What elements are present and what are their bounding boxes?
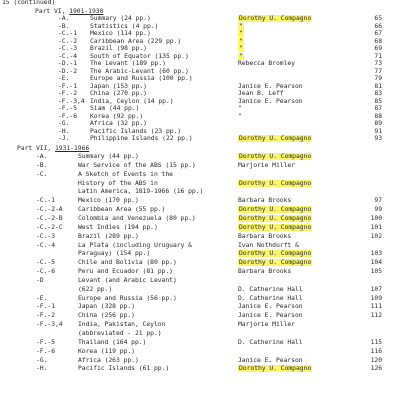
page-number: 83	[374, 89, 382, 97]
entry-title: Pacific Islands (23 pp.)	[90, 126, 182, 135]
page-number: 115	[370, 337, 382, 346]
entry-title: Philippine Islands (22 pp.)	[90, 134, 193, 142]
entry-code: -F.-3,4	[36, 320, 63, 329]
page-number: 109	[370, 293, 382, 302]
entry-title: Levant (and Arabic Levant)	[78, 275, 177, 284]
entry-title: Chile and Bolivia (80 pp.)	[78, 258, 177, 267]
entry-title: Europe and Russia (100 pp.)	[90, 74, 193, 82]
entry-title: (622 pp.)	[78, 284, 113, 293]
entry-code: -B.	[58, 21, 70, 30]
entry-code: -F.-6	[58, 111, 77, 120]
entry-title: Siam (44 pp.)	[90, 104, 140, 112]
page-number: 71	[374, 51, 382, 60]
page-number: 73	[374, 59, 382, 67]
part-vii-heading-range: 1931-1966	[54, 144, 90, 152]
page-number: 69	[374, 44, 382, 52]
entry-code: -C.-4	[36, 240, 55, 249]
entry-title: The Levant (189 pp.)	[90, 59, 166, 67]
entry-title: Summary (24 pp.)	[90, 14, 151, 22]
entry-code: -F.-1	[36, 302, 55, 311]
entry-title: The Arabic-Levant (60 pp.)	[90, 66, 189, 75]
page-number: 85	[374, 96, 382, 105]
entry-title: Summary (44 pp.)	[78, 152, 139, 160]
entry-author: Jean B. Leff	[238, 89, 284, 97]
entry-code: -F.-5	[58, 104, 77, 112]
entry-code: -C.-2-C	[36, 222, 63, 231]
entry-title: Paraguay) (154 pp.)	[78, 249, 151, 258]
entry-title: India, Pakistan, Ceylon	[78, 320, 166, 329]
entry-title: Brazil (98 pp.)	[90, 44, 147, 52]
entry-author: Marjorie Miller	[238, 160, 295, 169]
part-vi-heading-prefix: Part VI,	[35, 7, 70, 15]
entry-author: Rebecca Bromley	[238, 59, 295, 67]
entry-code: -D.-1	[58, 59, 77, 67]
page-number: 111	[370, 302, 382, 311]
entry-title: Japan (153 pp.)	[90, 81, 147, 90]
entry-title: Japan (328 pp.)	[78, 302, 135, 311]
entry-author: "	[239, 44, 243, 52]
page-number: 93	[374, 134, 382, 142]
entry-author: Barbara Brooks	[238, 196, 292, 205]
entry-code: -C.	[36, 169, 48, 178]
entry-author: Dorothy U. Compagno	[239, 222, 312, 231]
page-number: 107	[370, 284, 382, 293]
entry-author: Ivan Nothdurft &	[238, 240, 299, 249]
entry-author: D. Catherine Hall	[238, 284, 303, 293]
entry-code: -A.	[58, 14, 70, 22]
page-number: 116	[370, 346, 382, 355]
entry-author: "	[238, 104, 242, 112]
entry-code: -C.-5	[36, 258, 55, 267]
entry-title: Korea (92 pp.)	[90, 111, 144, 120]
entry-code: -C.-1	[58, 29, 77, 37]
entry-title: War Service of the ABS (15 pp.)	[78, 160, 196, 169]
page-number: 77	[374, 66, 382, 75]
entry-code: -D.-2	[58, 66, 77, 75]
entry-title: Europe and Russia (56 pp.)	[78, 293, 177, 302]
entry-author: "	[239, 29, 243, 37]
entry-author: "	[239, 51, 243, 60]
entry-title: Pacific Islands (61 pp.)	[78, 364, 170, 373]
page-number: 103	[370, 249, 382, 258]
entry-title: South of Equator (135 pp.)	[90, 51, 189, 60]
page-number: 89	[374, 119, 382, 127]
entry-author: "	[239, 21, 243, 30]
entry-title: China (256 pp.)	[78, 311, 135, 320]
entry-author: Dorothy U. Compagno	[239, 152, 312, 160]
entry-title: Statistics (4 pp.)	[90, 21, 159, 30]
entry-code: -C.-6	[36, 267, 55, 276]
entry-author: Dorothy U. Compagno	[239, 249, 312, 258]
entry-title: Thailand (164 pp.)	[78, 337, 147, 346]
page-number: 68	[374, 36, 382, 45]
entry-author: "	[238, 111, 242, 120]
page-number: 120	[370, 355, 382, 364]
entry-code: -A.	[36, 152, 48, 160]
entry-code: -F.-3,4	[58, 96, 85, 105]
entry-title: Africa (263 pp.)	[78, 355, 139, 364]
page-number: 66	[374, 21, 382, 30]
entry-code: -H.	[36, 364, 48, 373]
entry-author: Janice E. Pearson	[238, 311, 303, 320]
entry-code: -C.-3	[36, 231, 55, 240]
entry-author: "	[239, 36, 243, 45]
page-number: 97	[374, 196, 382, 205]
entry-title: A Sketch of Events in the	[78, 169, 173, 178]
entry-code: -C.-2-B	[36, 213, 63, 222]
entry-code: -C.-2-A	[36, 205, 63, 214]
entry-title: West Indies (194 pp.)	[78, 222, 158, 231]
entry-code: -C.-2	[58, 36, 77, 45]
entry-code: -G.	[58, 119, 70, 127]
page-number: 126	[370, 364, 382, 373]
entry-author: D. Catherine Hall	[238, 293, 303, 302]
entry-author: Janice E. Pearson	[238, 355, 303, 364]
entry-title: Africa (32 pp.)	[90, 119, 147, 127]
page-number: 112	[370, 311, 382, 320]
entry-code: -C.-4	[58, 51, 77, 60]
entry-title: (abbreviated - 21 pp.)	[78, 329, 162, 337]
entry-code: -E.	[58, 74, 70, 82]
entry-title: Mexico (114 pp.)	[90, 29, 151, 37]
page-number: 65	[374, 14, 382, 22]
entry-code: -F.-5	[36, 337, 55, 346]
entry-code: -F.-2	[36, 311, 55, 320]
entry-code: -B.	[36, 160, 48, 169]
page-number: 79	[374, 74, 382, 82]
entry-title: Korea (119 pp.)	[78, 346, 135, 355]
page-number: 104	[370, 258, 382, 267]
entry-code: -H.	[58, 126, 70, 135]
entry-title: China (270 pp.)	[90, 89, 147, 97]
entry-author: Dorothy U. Compagno	[239, 205, 312, 214]
entry-author: Dorothy U. Compagno	[239, 178, 312, 187]
continued-header: 15 (continued)	[2, 0, 56, 6]
page-number: 101	[370, 222, 382, 231]
entry-title: La Plata (including Uruguary &	[78, 240, 192, 249]
entry-code: -G.	[36, 355, 48, 364]
entry-code: -J.	[58, 134, 70, 142]
entry-author: Dorothy U. Compagno	[239, 364, 312, 373]
page-number: 99	[374, 205, 382, 214]
entry-title: History of the ABS in	[78, 178, 158, 187]
entry-code: -C.-1	[36, 196, 55, 205]
entry-code: -F.-1	[58, 81, 77, 90]
entry-code: -D	[36, 275, 44, 284]
entry-title: Mexico (170 pp.)	[78, 196, 139, 205]
part-vi-heading-range: 1901-1930	[69, 7, 104, 15]
page-number: 91	[374, 126, 382, 135]
page-number: 67	[374, 29, 382, 37]
entry-author: Dorothy U. Compagno	[239, 134, 312, 142]
page-number: 102	[370, 231, 382, 240]
entry-title: Colombia and Venezuela (80 pp.)	[78, 213, 196, 222]
entry-title: India, Ceylon (14 pp.)	[90, 96, 174, 105]
entry-title: Caribbean Area (229 pp.)	[90, 36, 182, 45]
entry-code: -F.-6	[36, 346, 55, 355]
entry-author: Dorothy U. Compagno	[239, 213, 312, 222]
entry-author: Janice E. Pearson	[238, 81, 303, 90]
entry-author: Dorothy U. Compagno	[239, 14, 312, 22]
page-number: 81	[374, 81, 382, 90]
entry-author: Janice E. Pearson	[238, 96, 303, 105]
part-vii-heading-prefix: Part VII,	[17, 144, 55, 152]
page-number: 87	[374, 104, 382, 112]
entry-code: -C.-3	[58, 44, 77, 52]
entry-author: D. Catherine Hall	[238, 337, 303, 346]
entry-author: Marjorie Miller	[238, 320, 295, 329]
entry-author: Dorothy U. Compagno	[239, 258, 312, 267]
page-number: 105	[370, 267, 382, 276]
entry-title: Latin America, 1819-1966 (16 pp.)	[78, 187, 204, 196]
entry-code: -F.-2	[58, 89, 77, 97]
page-number: 100	[370, 213, 382, 222]
entry-title: Brazil (289 pp.)	[78, 231, 139, 240]
entry-author: Barbara Brooks	[238, 267, 292, 276]
entry-author: Barbara Brooks	[238, 231, 292, 240]
entry-code: -E.	[36, 293, 48, 302]
entry-author: Janice E. Pearson	[238, 302, 303, 311]
entry-title: Caribbean Area (55 pp.)	[78, 205, 166, 214]
page-number: 88	[374, 111, 382, 120]
entry-title: Peru and Ecuador (81 pp.)	[78, 267, 173, 276]
